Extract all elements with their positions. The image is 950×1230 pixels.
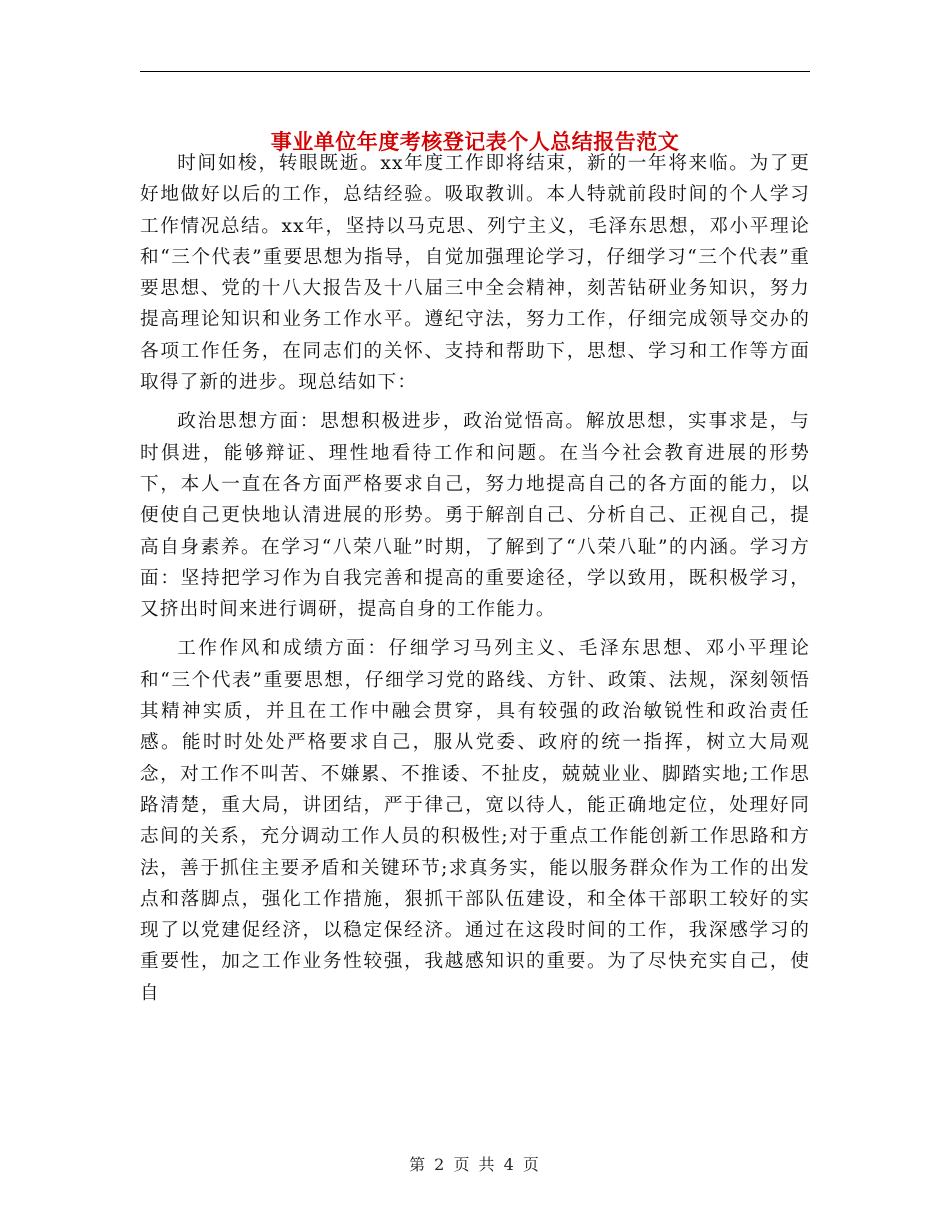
paragraph-work-style: 工作作风和成绩方面：仔细学习马列主义、毛泽东思想、邓小平理论和“三个代表”重要思想，仔细学习党的路线、方针、政策、法规，深刻领悟其精神实质，并且在工作中融会贯穿，具有较强的政治敏锐性和政治责任感。能时时处处严格要求自己，服从党委、政府的统一指挥，树立大局观念，对工作不叫苦、不嫌累、不推诿、不扯皮，兢兢业业、脚踏实地;工作思路清楚，重大局，讲团结，严于律己，宽以待人，能正确地定位，处理好同志间的关系，充分调动工作人员的积极性;对于重点工作能创新工作思路和方法，善于抓住主要矛盾和关键环节;求真务实，能以服务群众作为工作的出发点和落脚点，强化工作措施，狠抓干部队伍建设，和全体干部职工较好的实现了以党建促经济，以稳定保经济。通过在这段时间的工作，我深感学习的重要性，加之工作业务性较强，我越感知识的重要。为了尽快充实自己，使自 <box>140 638 810 1004</box>
header-rule <box>140 71 810 72</box>
document-body <box>140 148 810 1017</box>
page-number: 第 2 页 共 4 页 <box>409 1155 541 1174</box>
document-title: 事业单位年度考核登记表个人总结报告范文 <box>270 129 680 155</box>
paragraph-intro: 时间如梭，转眼既逝。xx年度工作即将结束，新的一年将来临。为了更好地做好以后的工作，总结经验。吸取教训。本人特就前段时间的个人学习工作情况总结。xx年，坚持以马克思、列宁主义，毛泽东思想，邓小平理论和“三个代表”重要思想为指导，自觉加强理论学习，仔细学习“三个代表”重要思想、党的十八大报告及十八届三中全会精神，刻苦钻研业务知识，努力提高理论知识和业务工作水平。遵纪守法，努力工作，仔细完成领导交办的各项工作任务，在同志们的关怀、支持和帮助下，思想、学习和工作等方面取得了新的进步。现总结如下： <box>140 153 810 394</box>
paragraph-political-thought: 政治思想方面：思想积极进步，政治觉悟高。解放思想，实事求是，与时俱进，能够辩证、理性地看待工作和问题。在当今社会教育进展的形势下，本人一直在各方面严格要求自己，努力地提高自己的各方面的能力，以便使自己更快地认清进展的形势。勇于解剖自己、分析自己、正视自己，提高自身素养。在学习“八荣八耻”时期，了解到了“八荣八耻”的内涵。学习方面：坚持把学习作为自我完善和提高的重要途径，学以致用，既积极学习，又挤出时间来进行调研，提高自身的工作能力。 <box>140 411 810 621</box>
